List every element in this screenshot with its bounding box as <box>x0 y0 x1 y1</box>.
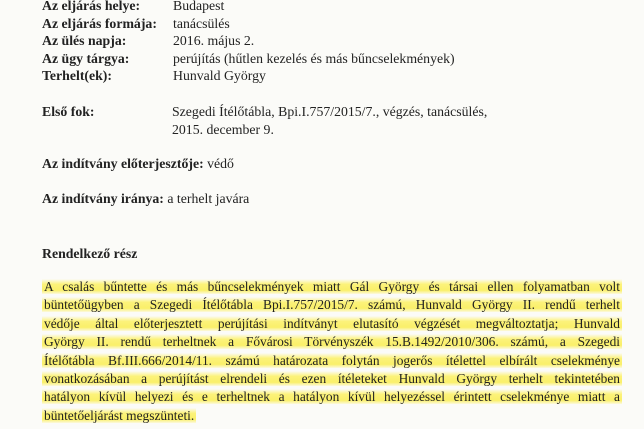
meta-label: Terhelt(ek): <box>42 68 112 83</box>
meta-row-defendant <box>42 67 455 85</box>
operative-line <box>42 333 622 351</box>
operative-line <box>42 407 622 425</box>
meta-label: Az eljárás formája: <box>42 15 157 31</box>
motion-direction <box>42 190 249 208</box>
highlighted-text: hatályon kívül helyezi és e terheltnek a hatályon kívül helyezéssel érintett cselekménye miatt a <box>44 389 620 405</box>
first-instance-label: Első fok: <box>42 104 95 119</box>
highlighted-text: büntetőügyben a Szegedi Ítélőtábla Bpi.I.757/2015/7. számú, Hunvald György II. rendű terhelt <box>44 297 620 313</box>
highlighted-text: György II. rendű terheltnek a Fővárosi Törvényszék 15.B.1492/2010/306. számú, a Szegedi <box>44 334 620 350</box>
meta-value: tanácsülés <box>173 15 230 31</box>
highlighted-text: A csalás bűntette és más bűncselekmények miatt Gál György és társai ellen folyamatban volt <box>44 279 620 294</box>
highlighted-text: vonatkozásában a perújítást elrendeli és ezen ítéleteket Hunvald György terhelt tekintetében <box>44 371 620 387</box>
meta-value: perújítás (hűtlen kezelés és más bűncselekmények) <box>173 50 455 66</box>
highlighted-text: büntetőeljárást megszünteti. <box>44 407 195 423</box>
operative-line <box>42 388 622 406</box>
meta-value: Budapest <box>173 0 225 13</box>
meta-row-form <box>42 15 455 33</box>
motion-direction-label: Az indítvány iránya: <box>42 191 164 206</box>
highlighted-text: védője által előterjesztett perújítási indítványt elutasító végzését megváltoztatja; Hunvald <box>44 315 620 331</box>
meta-value: Hunvald György <box>173 68 266 83</box>
meta-label: Az ügy tárgya: <box>42 50 130 66</box>
highlighted-text: Ítélőtábla Bf.III.666/2014/11. számú határozata folytán jogerős ítélettel elbírált cselekménye <box>44 352 620 368</box>
meta-label: Az eljárás helye: <box>42 0 141 13</box>
operative-heading: Rendelkező rész <box>42 246 138 261</box>
motion-direction-value: a terhelt javára <box>167 191 250 206</box>
operative-line <box>42 315 622 333</box>
operative-line <box>42 352 622 370</box>
operative-line <box>42 296 622 314</box>
meta-value: 2016. május 2. <box>173 33 255 48</box>
motion-submitter-label: Az indítvány előterjesztője: <box>42 156 204 171</box>
meta-row-date <box>42 32 455 50</box>
meta-label: Az ülés napja: <box>42 33 127 48</box>
meta-row-place <box>42 0 455 15</box>
operative-text <box>42 278 622 425</box>
operative-line <box>42 278 622 296</box>
motion-submitter-value: védő <box>207 156 234 171</box>
first-instance-line1: Szegedi Ítélőtábla, Bpi.I.757/2015/7., végzés, tanácsülés, <box>172 104 488 119</box>
first-instance-line2: 2015. december 9. <box>172 122 274 137</box>
meta-row-subject <box>42 50 455 68</box>
operative-line <box>42 370 622 388</box>
motion-submitter <box>42 155 234 173</box>
case-metadata <box>42 0 455 85</box>
